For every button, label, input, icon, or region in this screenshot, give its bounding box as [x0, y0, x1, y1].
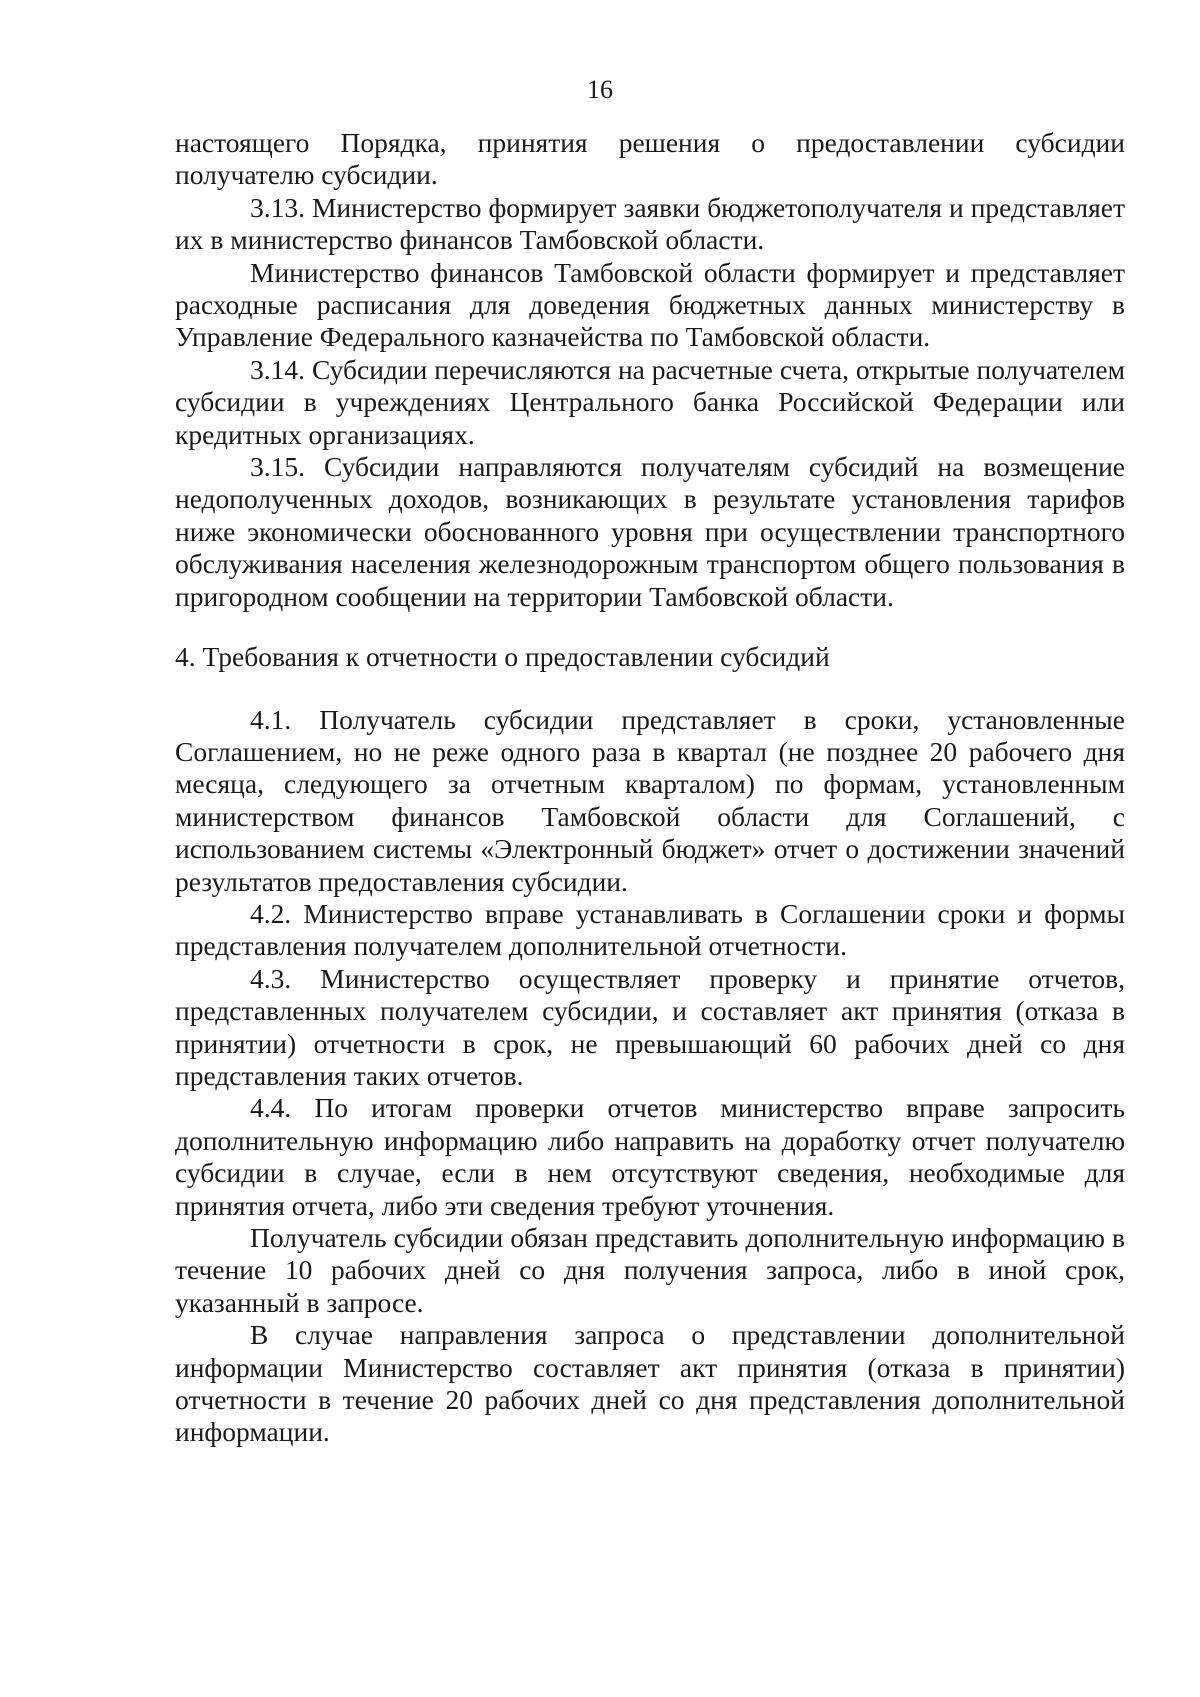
- paragraph-4-4-report-act: В случае направления запроса о представлении дополнительной информации Министерство составляет акт принятия (отказа в принятии) отчетности в течение 20 рабочих дней со дня представления дополнительной информации.: [175, 1319, 1125, 1448]
- section-4-heading: 4. Требования к отчетности о предоставлении субсидий: [175, 641, 830, 673]
- paragraph-4-4-additional-info: Получатель субсидии обязан представить дополнительную информацию в течение 10 рабочих дней со дня получения запроса, либо в иной срок, указанный в запросе.: [175, 1222, 1125, 1318]
- paragraph-4-2: 4.2. Министерство вправе устанавливать в Соглашении сроки и формы представления получателем дополнительной отчетности.: [175, 897, 1125, 962]
- paragraph-4-3: 4.3. Министерство осуществляет проверку и принятие отчетов, представленных получателем субсидии, и составляет акт принятия (отказа в принятии) отчетности в срок, не превышающий 60 рабочих дней со дня представления таких отчетов.: [175, 962, 1125, 1091]
- paragraph-3-13: 3.13. Министерство формирует заявки бюджетополучателя и представляет их в министерство финансов Тамбовской области.: [175, 191, 1125, 256]
- paragraph-3-15: 3.15. Субсидии направляются получателям субсидий на возмещение недополученных доходов, возникающих в результате установления тарифов ниже экономически обоснованного уровня при осуществлении транспортного обслуживания населения железнодорожным транспортом общего пользования в пригородном сообщении на территории Тамбовской области.: [175, 451, 1125, 612]
- paragraph-continuation: настоящего Порядка, принятия решения о предоставлении субсидии получателю субсидии.: [175, 127, 1125, 191]
- paragraph-3-14: 3.14. Субсидии перечисляются на расчетные счета, открытые получателем субсидии в учреждениях Центрального банка Российской Федерации или кредитных организациях.: [175, 353, 1125, 450]
- document-body: [175, 127, 1125, 1449]
- paragraph-4-1: 4.1. Получатель субсидии представляет в сроки, установленные Соглашением, но не реже одного раза в квартал (не позднее 20 рабочего дня месяца, следующего за отчетным кварталом) по формам, установленным министерством финансов Тамбовской области для Соглашений, с использованием системы «Электронный бюджет» отчет о достижении значений результатов предоставления субсидии.: [175, 703, 1125, 897]
- paragraph-4-4: 4.4. По итогам проверки отчетов министерство вправе запросить дополнительную информацию либо направить на доработку отчет получателю субсидии в случае, если в нем отсутствуют сведения, необходимые для принятия отчета, либо эти сведения требуют уточнения.: [175, 1092, 1125, 1221]
- paragraph-3-13-finance-ministry: Министерство финансов Тамбовской области формирует и представляет расходные расписания для доведения бюджетных данных министерству в Управление Федерального казначейства по Тамбовской области.: [175, 256, 1125, 353]
- page-number: 16: [587, 75, 613, 104]
